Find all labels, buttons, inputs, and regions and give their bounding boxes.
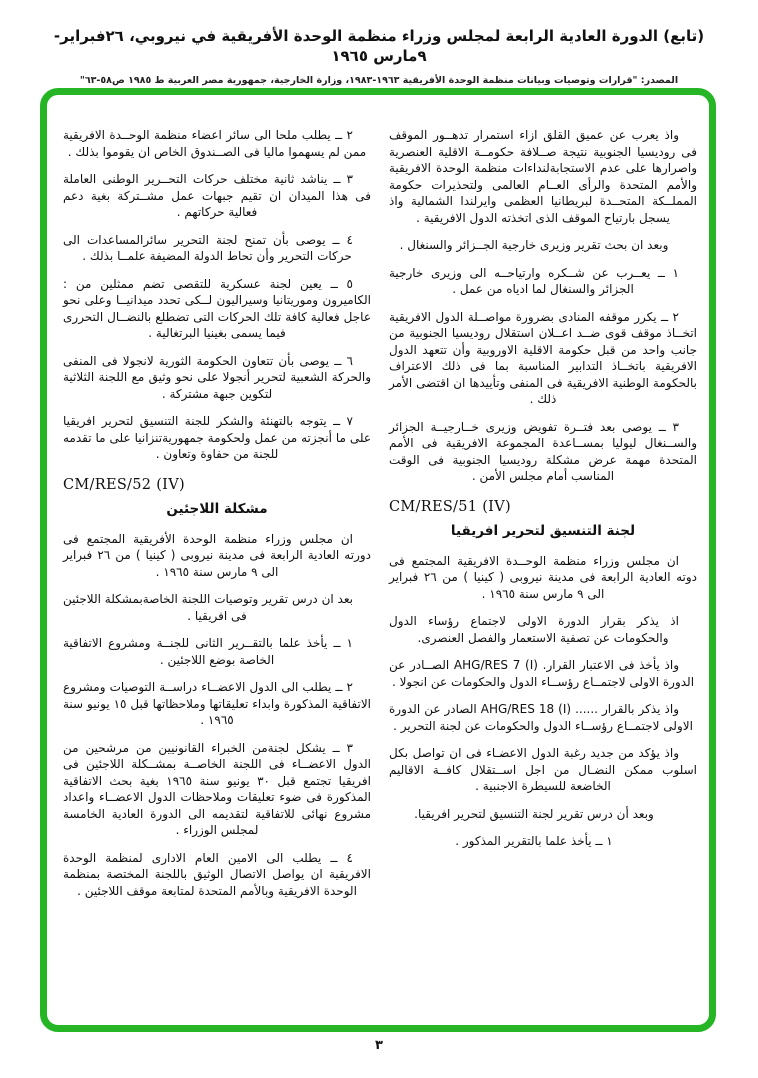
resolution-code: CM/RES/51 (IV) (389, 498, 511, 515)
page-number: ٣ (375, 1038, 383, 1053)
paragraph: ان مجلس وزراء منظمة الوحــدة الافريقية المجتمع فى دوته العادية الرابعة فى مدينة نيروبى ( كينيا ) من ٢٦ فبراير الى ٩ مارس سنة ١٩٦٥ . (389, 553, 698, 601)
two-column-layout (63, 127, 697, 1017)
green-border-frame (40, 88, 716, 1032)
paragraph: ٤ ــ يوصى بأن تمنح لجنة التحرير سائرالمساعدات الى حركات التحرير وأن تحاط الدولة المضيفة علمــا بذلك . (63, 232, 353, 263)
paragraph: ٥ ــ يعين لجنة عسكرية للتقصى تضم ممثلين من : الكاميرون وموريتانيا وسيراليون لــكى تحدد ميدانيــا وعلى نحو عاجل فعالية كافة تلك الحركات التى تضطلع بالنضــال التحررى فيما يسمى بغينيا البرتغالية . (63, 276, 371, 340)
paragraph: ٧ ــ يتوجه بالتهنئة والشكر للجنة التنسيق لتحرير افريقيا على ما أنجزته من عمل ولحكومة جمهوريةتنزانيا على ما تقدمه للجنة من حفاوة وتعاون . (63, 414, 371, 461)
section-heading: مشكلة اللاجئين (166, 500, 268, 517)
resolution-code: CM/RES/52 (IV) (63, 476, 185, 493)
section-heading: لجنة التنسيق لتحرير افريقيا (450, 522, 636, 539)
paragraph: ٣ ــ يوصى بعد فتــرة تفويض وزيرى خــارجيــة الجزائر والســنغال ليوليا بمســاعدة المجموعة الافريقية فى الأمم المتحدة مهمة عرض مشكلة روديسيا الجنوبية فى الوقت المناسب أمام مجلس الأمن . (389, 419, 697, 483)
paragraph: اذ يذكر بقرار الدورة الاولى لاجتماع رؤساء الدول والحكومات عن تصفية الاستعمار والفصل العنصرى. (389, 614, 679, 645)
source-line: المصدر: "قرارات وتوصيات وبيانات منظمة الوحدة الأفريقية ١٩٦٣-١٩٨٣، وزارة الخارجية، جمهورية مصر العربية ط ١٩٨٥ ص٥٨-٦٣" (79, 75, 679, 86)
paragraph: بعد ان درس تقرير وتوصيات اللجنة الخاصةبمشكلة اللاجئين فى افريقيا . (63, 592, 353, 623)
paragraph: ٢ ــ يطلب الى الدول الاعضــاء دراســة التوصيات ومشروع الاتفاقية المذكورة وابداء تعليقاتها وملاحظاتها قبل ١٥ يونيو سنة ١٩٦٥ . (63, 680, 372, 727)
paragraph: واذ يعرب عن عميق القلق ازاء استمرار تدهــور الموقف فى روديسيا الجنوبية نتيجة صــلافة حكومــة الاقلية العنصرية واصرارها على عدم الاستجابةلنداءات منظمة الوحدة الافريقية والأمم المتحدة والرأى العــام العالمى ولتحذيرات حكومة المملــكة المتحــدة لبريطانيا العظمى وايرلندا الشمالية واذ يسجل بارتياح الموقف الذى اتخذته الدول الافريقية . (389, 128, 697, 225)
paragraph: ٦ ــ يوصى بأن تتعاون الحكومة الثورية لانجولا فى المنفى والحركة الشعبية لتحرير أنجولا على نحو وثيق مع اللجنة الثلاثية لتكوين جبهة مشتركة . (63, 353, 371, 401)
paragraph: ٤ ــ يطلب الى الامين العام الادارى لمنظمة الوحدة الافريقية ان يواصل الاتصال الوثيق باللجنة المختصة بمنظمة الوحدة الافريقية وبالأمم المتحدة لمتابعة موقف اللاجئين . (63, 850, 371, 898)
paragraph: واذ يذكر بالقرار ...... ‎AHG/RES 18 (I)‎ الصادر عن الدورة الاولى لاجتمــاع رؤســاء الدول والحكومات عن لجنة التحرير . (389, 702, 693, 733)
paragraph: ١ ــ يأخذ علما بالتقــرير الثانى للجنــة ومشروع الاتفاقية الخاصة بوضع اللاجئين . (63, 636, 353, 667)
paragraph: واذ يأخذ فى الاعتبار القرار. ‎AHG/RES 7 (I)‎ الصــادر عن الدورة الاولى لاجتمــاع رؤســاء الدول والحكومات عن انجولا . (389, 658, 695, 689)
paragraph: ٢ ــ يطلب ملحا الى سائر اعضاء منظمة الوحــدة الافريقية ممن لم يسهموا ماليا فى الصــندوق الخاص ان يقوموا بذلك . (63, 128, 367, 159)
paragraph: ان مجلس وزراء منظمة الوحدة الأفريقية المجتمع فى دورته العادية الرابعة فى مدينة نيروبى ( كينيا ) من ٢٦ فبراير الى ٩ مارس سنة ١٩٦٥ . (63, 531, 371, 579)
paragraph: ٣ ــ يشكل لجنةمن الخبراء القانونيين من مرشحين من الدول الاعضــاء فى اللجنة الخاصــة بمشــكلة اللاجئين فى افريقيا تجتمع قبل ٣٠ يونيو سنة ١٩٦٥ بغية بحث الاتفاقية المذكورة فى ضوء تعليقات وملاحظات الدول الاعضــاء واعداد مشروع نهائى للاتفاقية لتقديمه الى الدورة العادية الخامسة لمجلس الوزراء . (63, 740, 371, 837)
paragraph: ١ ــ يأخذ علما بالتقرير المذكور . (455, 834, 613, 848)
paragraph: ٢ ــ يكرر موقفه المنادى بضرورة مواصــلة الدول الافريقية اتخــاذ موقف قوى ضــد اعــلان استقلال روديسيا الجنوبية من جانب واحد من قبل حكومة الاقلية الاوروبية وأن تتعهد الدول الافريقية باتخــاذ التدابير المناسبة بما فى ذلك الاعتراف بالحكومة الوطنية الافريقية فى المنفى وتأييدها ان اقتضى الأمر ذلك . (389, 309, 697, 406)
paragraph: ٣ ــ يناشد ثانية مختلف حركات التحــرير الوطنى العاملة فى هذا الميدان ان تقيم جبهات عمل مشــتركة بغية دعم فعالية حركاتهم . (63, 172, 371, 219)
column-right (389, 127, 697, 1017)
paragraph: وبعد ان بحث تقرير وزيرى خارجية الجــزائر والسنغال . (399, 238, 669, 252)
column-left (63, 127, 371, 1017)
paragraph: ١ ــ يعــرب عن شــكره وارتياحــه الى وزيرى خارجية الجزائر والسنغال لما ادياه من عمل . (389, 265, 679, 296)
paragraph: واذ يؤكد من جديد رغبة الدول الاعضـاء فى ان تواصل بكل اسلوب ممكن النضـال من اجل اســتقلال كافــة الاقاليم الخاضعة للسيطرة الاجنبية . (389, 746, 697, 793)
paragraph: وبعد أن درس تقرير لجنة التنسيق لتحرير افريقيا. (414, 806, 654, 821)
document-title: (تابع) الدورة العادية الرابعة لمجلس وزراء منظمة الوحدة الأفريقية في نيروبي، ٢٦فبراير- ٩مارس ١٩٦٥ (53, 27, 705, 65)
document-header (0, 26, 758, 88)
